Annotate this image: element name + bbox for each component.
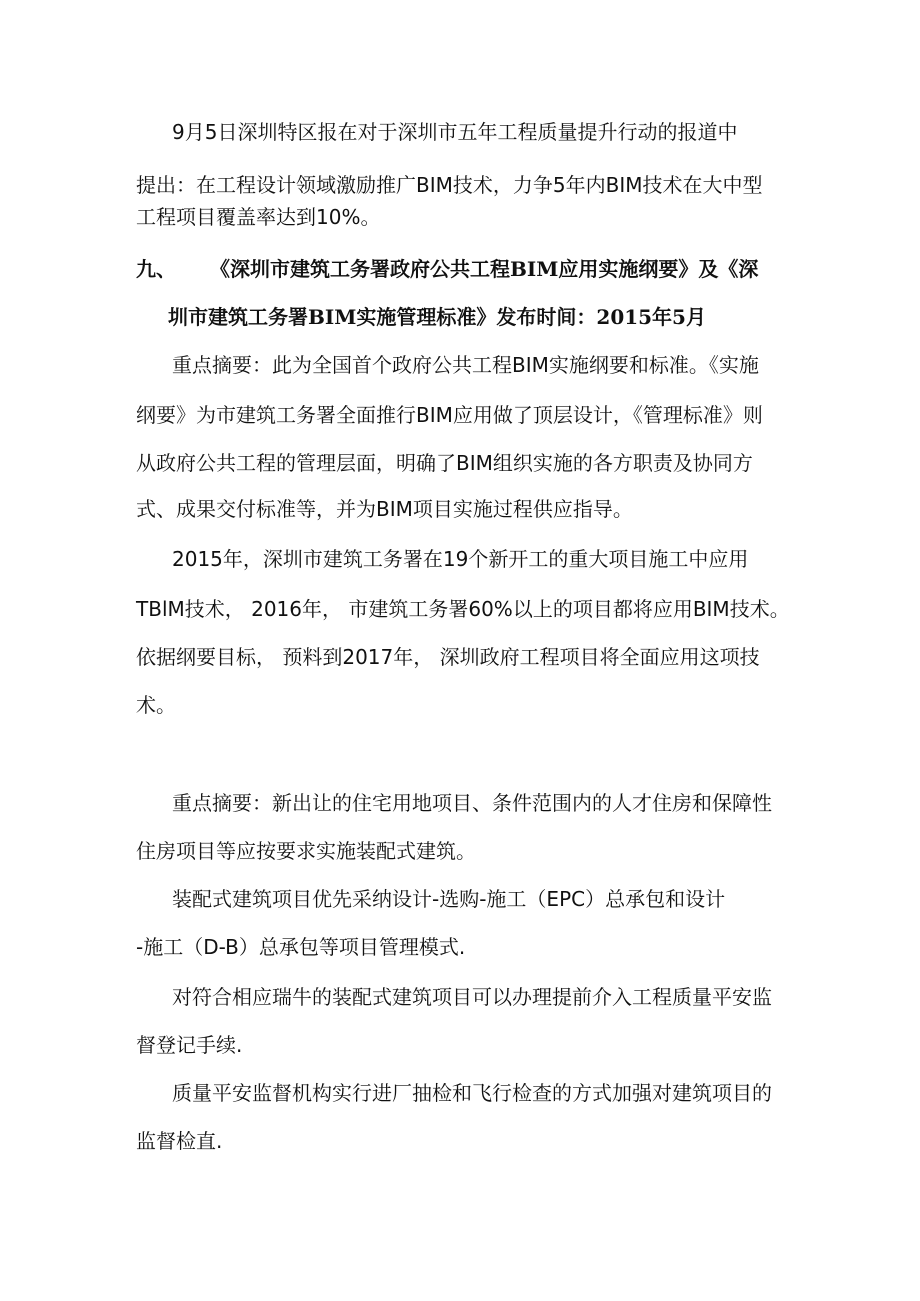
summary-line-2: 纲要》为市建筑工务署全面推行BIM应用做了顶层设计，《管理标准》则 bbox=[136, 403, 763, 427]
prefab-summary-line-2: 住房项目等应按要求实施装配式建筑。 bbox=[136, 839, 476, 863]
section-title-line-1: 《深圳市建筑工务署政府公共工程BIM应用实施纲要》及《深 bbox=[210, 257, 759, 281]
inspect-line-2: 监督检直. bbox=[136, 1129, 223, 1153]
prefab-summary-line-1: 重点摘要：新出让的住宅用地项目、条件范围内的人才住房和保障性 bbox=[172, 791, 772, 815]
summary-line-1: 重点摘要：此为全国首个政府公共工程BIM实施纲要和标准。《实施 bbox=[172, 353, 759, 377]
section-number: 九、 bbox=[136, 257, 176, 281]
para2-line-3: 依据纲要目标， 预料到2017年， 深圳政府工程项目将全面应用这项技 bbox=[136, 645, 760, 669]
epc-line-2: -施工（D-B）总承包等项目管理模式. bbox=[136, 935, 466, 959]
section-title-line-2: 圳市建筑工务署BIM实施管理标准》发布时间：2015年5月 bbox=[168, 305, 706, 329]
para2-line-2: TBlM技术， 2016年， 市建筑工务署60%以上的项目都将应用BIM技术。 bbox=[136, 597, 790, 621]
intro-line-2: 提出：在工程设计领域激励推广BIM技术，力争5年内BIM技术在大中型 bbox=[136, 173, 763, 197]
epc-line-1: 装配式建筑项目优先采纳设计-选购-施工（EPC）总承包和设计 bbox=[172, 887, 726, 911]
para2-line-4: 术。 bbox=[136, 693, 176, 717]
summary-line-3: 从政府公共工程的管理层面，明确了BIM组织实施的各方职责及协同方 bbox=[136, 451, 753, 475]
intro-line-3: 工程项目覆盖率达到10%。 bbox=[136, 205, 381, 229]
inspect-line-1: 质量平安监督机构实行进厂抽检和飞行检查的方式加强对建筑项目的 bbox=[172, 1081, 772, 1105]
early-line-2: 督登记手续. bbox=[136, 1033, 243, 1057]
para2-line-1: 2015年，深圳市建筑工务署在19个新开工的重大项目施工中应用 bbox=[172, 547, 749, 571]
early-line-1: 对符合相应瑞牛的装配式建筑项目可以办理提前介入工程质量平安监 bbox=[172, 985, 772, 1009]
intro-line-1: 9月5日深圳特区报在对于深圳市五年工程质量提升行动的报道中 bbox=[172, 120, 738, 144]
summary-line-4: 式、成果交付标准等，并为BIM项目实施过程供应指导。 bbox=[136, 497, 633, 521]
